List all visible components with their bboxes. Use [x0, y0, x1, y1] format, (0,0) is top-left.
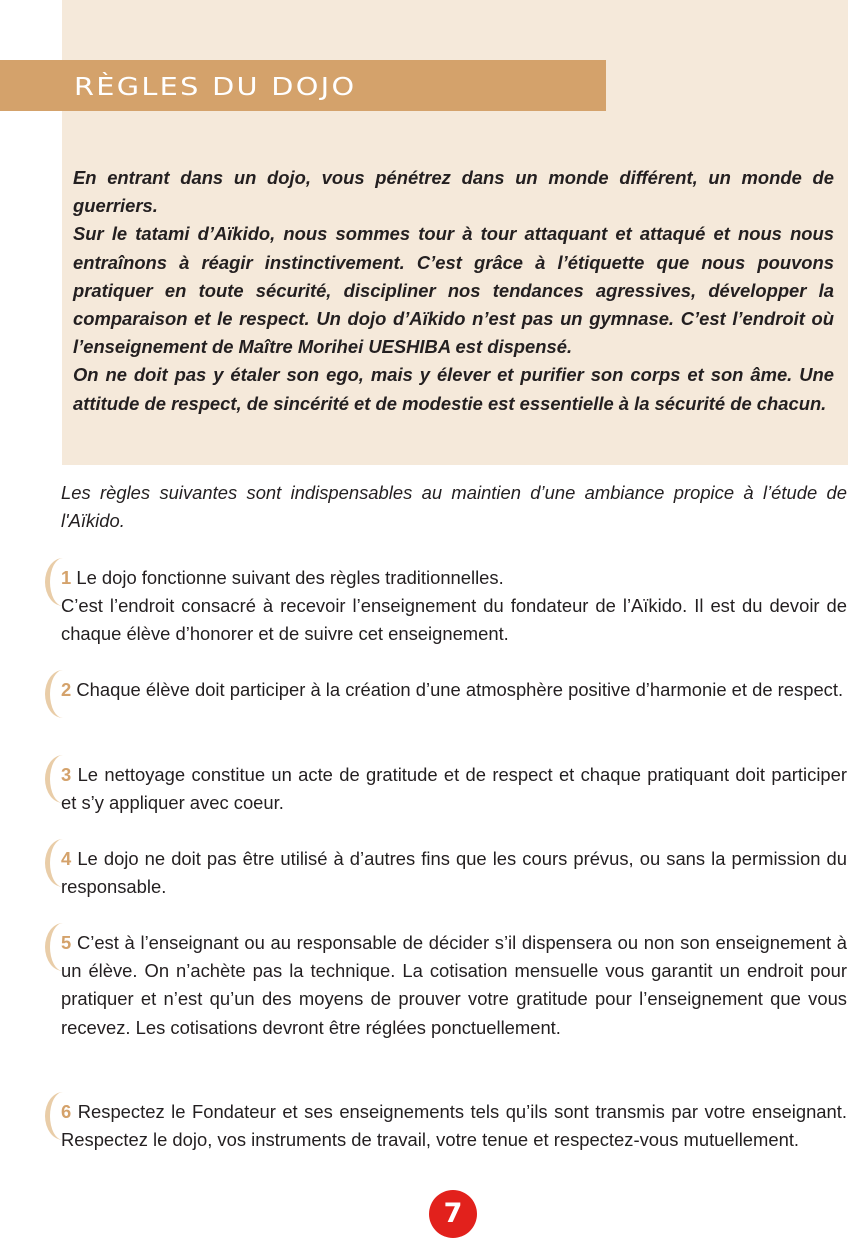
- rule-item: [61, 1098, 847, 1154]
- rule-number: 4: [61, 848, 72, 869]
- rule-number: 2: [61, 679, 72, 700]
- rule-item: [61, 564, 847, 649]
- rule-item: [61, 929, 847, 1042]
- rule-text: Le dojo fonctionne suivant des règles traditionnelles.: [76, 567, 504, 588]
- intro-paragraph: On ne doit pas y étaler son ego, mais y élever et purifier son corps et son âme. Une attitude de respect, de sincérité et de modestie est essentielle à la sécurité de chacun.: [73, 364, 834, 414]
- intro-paragraph: En entrant dans un dojo, vous pénétrez dans un monde différent, un monde de guerriers.: [73, 167, 834, 217]
- rule-number: 5: [61, 932, 72, 953]
- rule-text-continued: C’est l’endroit consacré à recevoir l’enseignement du fondateur de l’Aïkido. Il est du devoir de chaque élève d’honorer et de suivre cet enseignement.: [61, 595, 847, 645]
- page-title: RÈGLES DU DOJO: [74, 72, 357, 101]
- rule-number: 6: [61, 1101, 72, 1122]
- intro-paragraph: Sur le tatami d’Aïkido, nous sommes tour à tour attaquant et attaqué et nous nous entraînons à réagir instinctivement. C’est grâce à l’étiquette que nous pouvons pratiquer en toute sécurité, discipliner nos tendances agressives, développer la comparaison et le respect. Un dojo d’Aïkido n’est pas un gymnase. C’est l’endroit où l’enseignement de Maître Morihei UESHIBA est dispensé.: [73, 223, 834, 358]
- rule-text: C’est à l’enseignant ou au responsable de décider s’il dispensera ou non son enseignement à un élève. On n’achète pas la technique. La cotisation mensuelle vous garantit un endroit pour pratiquer et n’est qu’un des moyens de prouver votre gratitude pour l’enseignement que vous recevez. Les cotisations devront être réglées ponctuellement.: [61, 932, 847, 1038]
- rule-item: [61, 845, 847, 901]
- rule-text: Le nettoyage constitue un acte de gratitude et de respect et chaque pratiquant doit participer et s’y appliquer avec coeur.: [61, 764, 847, 814]
- rule-text: Le dojo ne doit pas être utilisé à d’autres fins que les cours prévus, ou sans la permission du responsable.: [61, 848, 847, 898]
- title-bar: [0, 60, 606, 111]
- intro-text: [73, 164, 834, 418]
- rule-item: [61, 761, 847, 817]
- rule-number: 1: [61, 567, 72, 588]
- rule-number: 3: [61, 764, 72, 785]
- rule-text: Respectez le Fondateur et ses enseignements tels qu’ils sont transmis par votre enseignant. Respectez le dojo, vos instruments de travail, votre tenue et respectez-vous mutuellement.: [61, 1101, 847, 1151]
- rule-item: [61, 676, 847, 704]
- rule-text: Chaque élève doit participer à la création d’une atmosphère positive d’harmonie et de respect.: [76, 679, 844, 700]
- lead-text: Les règles suivantes sont indispensables au maintien d’une ambiance propice à l’étude de l'Aïkido.: [61, 482, 847, 531]
- page-number-badge: 7: [429, 1190, 477, 1238]
